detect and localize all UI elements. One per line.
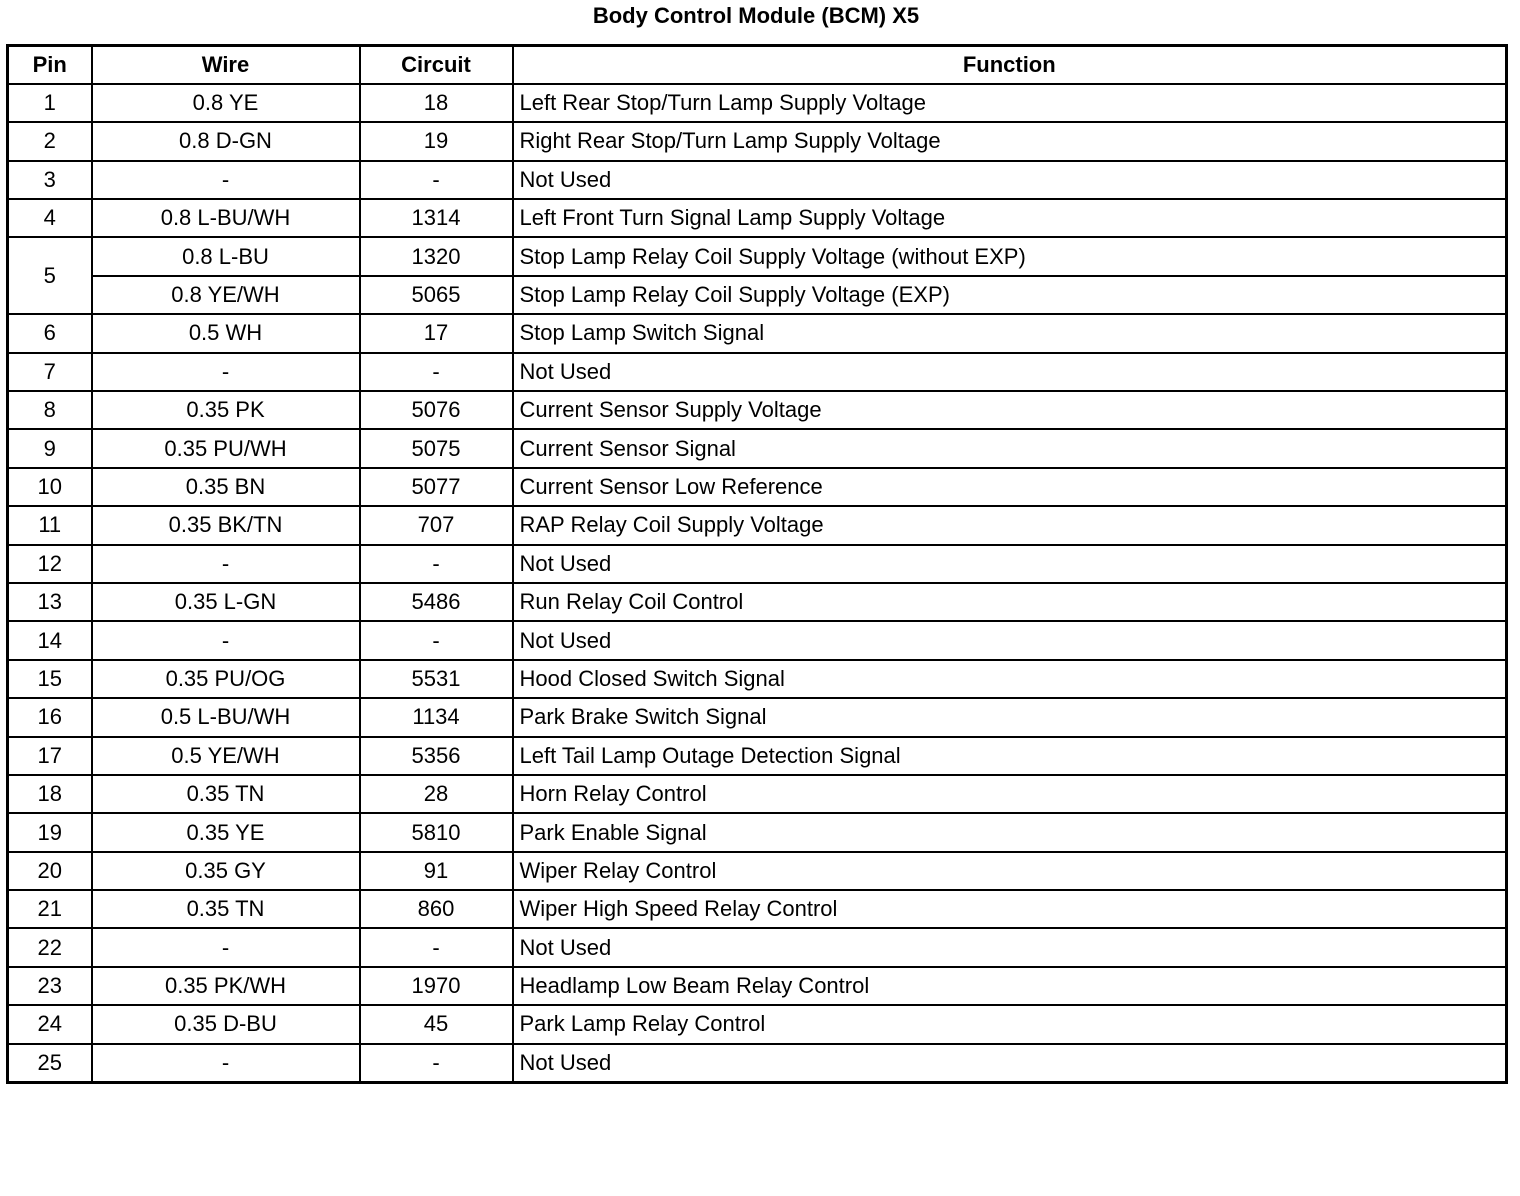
table-row: [8, 928, 1507, 966]
function-cell: Park Lamp Relay Control: [513, 1005, 1507, 1043]
table-row: [8, 967, 1507, 1005]
pin-cell: 17: [8, 737, 92, 775]
function-cell: Not Used: [513, 545, 1507, 583]
table-row: [8, 429, 1507, 467]
table-header-row: [8, 46, 1507, 84]
circuit-cell: 17: [360, 314, 513, 352]
pin-cell: 21: [8, 890, 92, 928]
circuit-cell: 5486: [360, 583, 513, 621]
pin-cell: 5: [8, 237, 92, 314]
table-row: [8, 161, 1507, 199]
function-cell: Not Used: [513, 1044, 1507, 1082]
wire-cell: 0.35 PU/WH: [92, 429, 360, 467]
circuit-cell: -: [360, 1044, 513, 1082]
wire-cell: 0.5 L-BU/WH: [92, 698, 360, 736]
function-cell: Stop Lamp Relay Coil Supply Voltage (without EXP): [513, 237, 1507, 275]
table-row: [8, 468, 1507, 506]
function-cell: Left Rear Stop/Turn Lamp Supply Voltage: [513, 84, 1507, 122]
pin-cell: 3: [8, 161, 92, 199]
wire-cell: -: [92, 1044, 360, 1082]
circuit-cell: -: [360, 928, 513, 966]
table-row: [8, 890, 1507, 928]
function-cell: Horn Relay Control: [513, 775, 1507, 813]
table-row: [8, 237, 1507, 275]
function-cell: Current Sensor Signal: [513, 429, 1507, 467]
wire-cell: 0.5 WH: [92, 314, 360, 352]
page-title: Body Control Module (BCM) X5: [592, 3, 920, 28]
function-cell: Left Front Turn Signal Lamp Supply Voltage: [513, 199, 1507, 237]
table-row: [8, 314, 1507, 352]
circuit-cell: 91: [360, 852, 513, 890]
wire-cell: 0.8 L-BU: [92, 237, 360, 275]
circuit-cell: 5810: [360, 813, 513, 851]
wire-cell: 0.35 TN: [92, 890, 360, 928]
table-row: [8, 84, 1507, 122]
function-cell: Wiper High Speed Relay Control: [513, 890, 1507, 928]
header-function: Function: [513, 46, 1507, 84]
pinout-table: [6, 44, 1508, 1084]
circuit-cell: 860: [360, 890, 513, 928]
pin-cell: 7: [8, 353, 92, 391]
pin-cell: 14: [8, 621, 92, 659]
function-cell: Right Rear Stop/Turn Lamp Supply Voltage: [513, 122, 1507, 160]
circuit-cell: 18: [360, 84, 513, 122]
function-cell: Wiper Relay Control: [513, 852, 1507, 890]
wire-cell: 0.35 BN: [92, 468, 360, 506]
pin-cell: 23: [8, 967, 92, 1005]
wire-cell: -: [92, 621, 360, 659]
pin-cell: 11: [8, 506, 92, 544]
table-row: [8, 775, 1507, 813]
pin-cell: 13: [8, 583, 92, 621]
function-cell: Park Enable Signal: [513, 813, 1507, 851]
wire-cell: 0.35 PK/WH: [92, 967, 360, 1005]
pin-cell: 12: [8, 545, 92, 583]
function-cell: Current Sensor Supply Voltage: [513, 391, 1507, 429]
pin-cell: 20: [8, 852, 92, 890]
circuit-cell: -: [360, 545, 513, 583]
pin-cell: 9: [8, 429, 92, 467]
circuit-cell: 28: [360, 775, 513, 813]
wire-cell: 0.8 D-GN: [92, 122, 360, 160]
pin-cell: 10: [8, 468, 92, 506]
function-cell: Current Sensor Low Reference: [513, 468, 1507, 506]
pin-cell: 22: [8, 928, 92, 966]
circuit-cell: 19: [360, 122, 513, 160]
function-cell: Not Used: [513, 621, 1507, 659]
table-row: [8, 621, 1507, 659]
wire-cell: 0.5 YE/WH: [92, 737, 360, 775]
pin-cell: 19: [8, 813, 92, 851]
wire-cell: 0.35 D-BU: [92, 1005, 360, 1043]
header-pin: Pin: [8, 46, 92, 84]
circuit-cell: 1320: [360, 237, 513, 275]
table-row: [8, 852, 1507, 890]
function-cell: Not Used: [513, 161, 1507, 199]
table-row: [8, 391, 1507, 429]
circuit-cell: 5076: [360, 391, 513, 429]
table-row: [8, 698, 1507, 736]
wire-cell: 0.35 BK/TN: [92, 506, 360, 544]
pin-cell: 15: [8, 660, 92, 698]
function-cell: Headlamp Low Beam Relay Control: [513, 967, 1507, 1005]
wire-cell: 0.35 PU/OG: [92, 660, 360, 698]
pin-cell: 6: [8, 314, 92, 352]
table-row: [8, 660, 1507, 698]
table-row: [8, 813, 1507, 851]
wire-cell: -: [92, 928, 360, 966]
table-row: [8, 506, 1507, 544]
wire-cell: 0.35 L-GN: [92, 583, 360, 621]
wire-cell: 0.35 PK: [92, 391, 360, 429]
header-wire: Wire: [92, 46, 360, 84]
pin-cell: 25: [8, 1044, 92, 1082]
circuit-cell: 5531: [360, 660, 513, 698]
wire-cell: 0.8 L-BU/WH: [92, 199, 360, 237]
function-cell: Hood Closed Switch Signal: [513, 660, 1507, 698]
function-cell: Stop Lamp Switch Signal: [513, 314, 1507, 352]
table-row: [8, 122, 1507, 160]
function-cell: RAP Relay Coil Supply Voltage: [513, 506, 1507, 544]
circuit-cell: -: [360, 621, 513, 659]
table-row: [8, 199, 1507, 237]
pin-cell: 24: [8, 1005, 92, 1043]
pin-cell: 8: [8, 391, 92, 429]
pin-cell: 2: [8, 122, 92, 160]
wire-cell: 0.35 YE: [92, 813, 360, 851]
table-row: [8, 545, 1507, 583]
circuit-cell: 45: [360, 1005, 513, 1043]
table-row: [8, 353, 1507, 391]
circuit-cell: -: [360, 161, 513, 199]
wire-cell: -: [92, 353, 360, 391]
table-row: [8, 1005, 1507, 1043]
wire-cell: 0.8 YE/WH: [92, 276, 360, 314]
function-cell: Not Used: [513, 353, 1507, 391]
header-circuit: Circuit: [360, 46, 513, 84]
function-cell: Run Relay Coil Control: [513, 583, 1507, 621]
circuit-cell: 1134: [360, 698, 513, 736]
pin-cell: 4: [8, 199, 92, 237]
table-row: [8, 737, 1507, 775]
wire-cell: -: [92, 545, 360, 583]
circuit-cell: 707: [360, 506, 513, 544]
function-cell: Left Tail Lamp Outage Detection Signal: [513, 737, 1507, 775]
table-row: [8, 1044, 1507, 1082]
pin-cell: 16: [8, 698, 92, 736]
function-cell: Park Brake Switch Signal: [513, 698, 1507, 736]
circuit-cell: 1314: [360, 199, 513, 237]
function-cell: Stop Lamp Relay Coil Supply Voltage (EXP): [513, 276, 1507, 314]
wire-cell: 0.35 GY: [92, 852, 360, 890]
wire-cell: -: [92, 161, 360, 199]
table-row: [8, 276, 1507, 314]
circuit-cell: -: [360, 353, 513, 391]
wire-cell: 0.35 TN: [92, 775, 360, 813]
circuit-cell: 5356: [360, 737, 513, 775]
wire-cell: 0.8 YE: [92, 84, 360, 122]
pin-cell: 1: [8, 84, 92, 122]
function-cell: Not Used: [513, 928, 1507, 966]
circuit-cell: 5077: [360, 468, 513, 506]
table-row: [8, 583, 1507, 621]
circuit-cell: 1970: [360, 967, 513, 1005]
circuit-cell: 5075: [360, 429, 513, 467]
pin-cell: 18: [8, 775, 92, 813]
circuit-cell: 5065: [360, 276, 513, 314]
